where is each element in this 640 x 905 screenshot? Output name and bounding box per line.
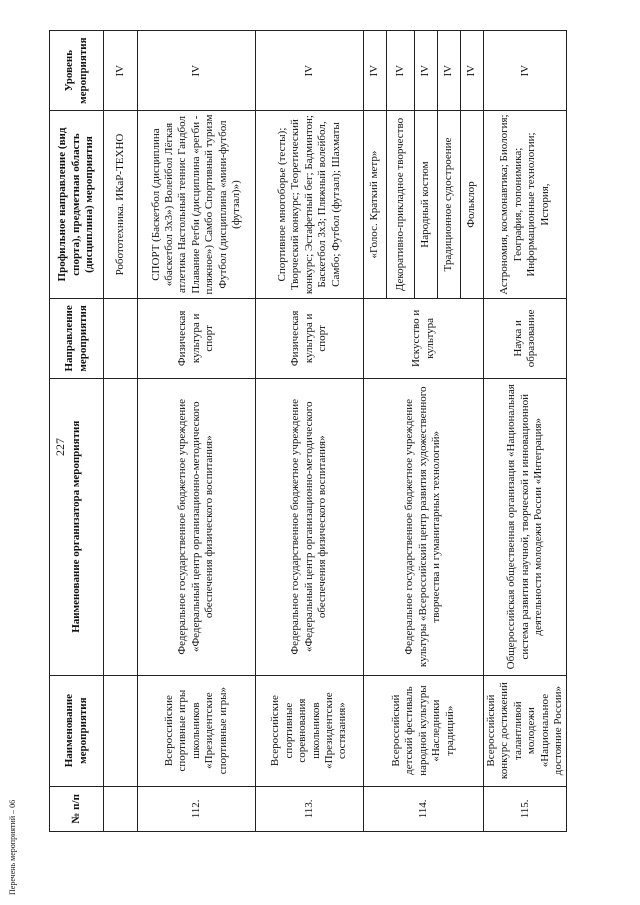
cell-profile: Спортивное многоборье (тесты); Творческий конкурс; Теоретический конкурс; Эстафетный бег; Бадминтон; Баскетбол 3х3; Пляжный волейбол, Самбо; Футбол (футзал); Шахматы bbox=[256, 111, 364, 298]
header-num: № п/п bbox=[50, 786, 104, 831]
cell-profile: Декоративно-прикладное творчество bbox=[387, 111, 415, 298]
cell-level: IV bbox=[138, 31, 256, 111]
cell-level: IV bbox=[256, 31, 364, 111]
cell-name: Всероссийский детский фестиваль народной культуры «Наследники традиций» bbox=[364, 675, 484, 786]
cell-num: 114. bbox=[364, 786, 484, 831]
cell-num: 113. bbox=[256, 786, 364, 831]
cell-profile: Робототехника. ИКаР-ТЕХНО bbox=[104, 111, 138, 298]
cell-name: Всероссийские спортивные игры школьников «Президентские спортивные игры» bbox=[138, 675, 256, 786]
cell-profile: Фольклор bbox=[461, 111, 484, 298]
cell-level: IV bbox=[438, 31, 461, 111]
cell-organizer bbox=[104, 379, 138, 676]
cell-profile: Традиционное судостроение bbox=[438, 111, 461, 298]
header-direction: Направление мероприятия bbox=[50, 298, 104, 378]
table-row bbox=[104, 31, 138, 832]
cell-level: IV bbox=[461, 31, 484, 111]
cell-name: Всероссийские спортивные соревнования школьников «Президентские состязания» bbox=[256, 675, 364, 786]
table-row bbox=[484, 31, 567, 832]
cell-level: IV bbox=[104, 31, 138, 111]
cell-level: IV bbox=[484, 31, 567, 111]
cell-profile: «Голос. Краткий метр» bbox=[364, 111, 387, 298]
table-row bbox=[256, 31, 364, 832]
cell-name: Всероссийский конкурс достижений талантливой молодежи «Национальное достояние России» bbox=[484, 675, 567, 786]
cell-num: 115. bbox=[484, 786, 567, 831]
cell-level: IV bbox=[387, 31, 415, 111]
footer-note: Перечень мероприятий – 06 bbox=[8, 799, 17, 895]
cell-direction bbox=[104, 298, 138, 378]
header-level: Уровень мероприятия bbox=[50, 31, 104, 111]
cell-organizer: Федеральное государственное бюджетное учреждение «Федеральный центр организационно-методического обеспечения физического воспитания» bbox=[256, 379, 364, 676]
cell-direction: Искусство и культура bbox=[364, 298, 484, 378]
cell-direction: Наука и образование bbox=[484, 298, 567, 378]
rotated-page-content bbox=[49, 30, 565, 832]
header-profile: Профильное направление (вид спорта), предметная область (дисциплина) мероприятия bbox=[50, 111, 104, 298]
cell-num: 112. bbox=[138, 786, 256, 831]
table-header-row bbox=[50, 31, 104, 832]
cell-organizer: Общероссийская общественная организация «Национальная система развития научной, творческой и инновационной деятельности молодежи России «Интеграция» bbox=[484, 379, 567, 676]
cell-direction: Физическая культура и спорт bbox=[256, 298, 364, 378]
cell-profile: СПОРТ (Баскетбол (дисциплина «баскетбол 3х3») Волейбол Лёгкая атлетика Настольный теннис Гандбол Плавание Регби (дисциплина «регби - пляжное») Самбо Спортивный туризм Футбол (дисциплина «мини-футбол (футзал)») bbox=[138, 111, 256, 298]
cell-name bbox=[104, 675, 138, 786]
header-name: Наименование мероприятия bbox=[50, 675, 104, 786]
cell-num bbox=[104, 786, 138, 831]
cell-level: IV bbox=[364, 31, 387, 111]
page-number: 227 bbox=[53, 438, 67, 456]
table-row bbox=[138, 31, 256, 832]
table-row bbox=[364, 31, 387, 832]
cell-organizer: Федеральное государственное бюджетное учреждение «Федеральный центр организационно-методического обеспечения физического воспитания» bbox=[138, 379, 256, 676]
cell-organizer: Федеральное государственное бюджетное учреждение культуры «Всероссийский центр развития художественного творчества и гуманитарных технологий» bbox=[364, 379, 484, 676]
cell-profile: Народный костюм bbox=[415, 111, 438, 298]
cell-profile: Астрономия, космонавтика; Биология; География, топонимика; Информационные технологии; История, bbox=[484, 111, 567, 298]
cell-direction: Физическая культура и спорт bbox=[138, 298, 256, 378]
events-table bbox=[49, 30, 567, 832]
cell-level: IV bbox=[415, 31, 438, 111]
header-organizer: Наименование организатора мероприятия bbox=[50, 379, 104, 676]
